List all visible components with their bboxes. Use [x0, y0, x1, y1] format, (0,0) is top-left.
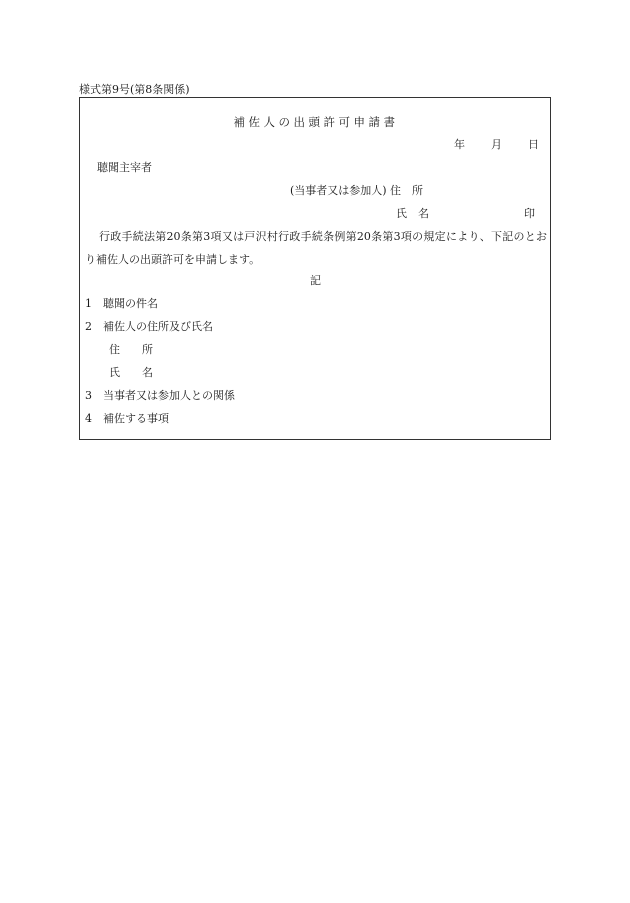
- applicant-role-label: (当事者又は参加人): [290, 184, 387, 197]
- request-statement: 行政手続法第20条第3項又は戸沢村行政手続条例第20条第3項の規定により、下記のとおり補佐人の出頭許可を申請します。: [85, 230, 547, 266]
- assistant-address-label: 住 所: [109, 343, 153, 356]
- item-relationship: 3 当事者又は参加人との関係: [85, 389, 235, 402]
- date-day-label: 日: [528, 138, 539, 151]
- applicant-name-label: 氏 名: [396, 207, 429, 220]
- item-assistant-address-name: 2 補佐人の住所及び氏名: [85, 320, 213, 333]
- application-form: [79, 97, 551, 440]
- applicant-address-label: 住 所: [390, 184, 423, 197]
- item-hearing-subject: 1 聴聞の件名: [85, 297, 158, 310]
- seal-mark: 印: [524, 207, 535, 220]
- form-title: 補佐人の出頭許可申請書: [233, 115, 399, 129]
- date-year-label: 年: [454, 138, 465, 151]
- date-month-label: 月: [491, 138, 502, 151]
- addressee: 聴聞主宰者: [97, 161, 152, 174]
- assistant-name-label: 氏 名: [109, 366, 153, 379]
- form-number: 様式第9号(第8条関係): [79, 83, 190, 96]
- item-assist-matters: 4 補佐する事項: [85, 412, 169, 425]
- ki-heading: 記: [310, 274, 321, 287]
